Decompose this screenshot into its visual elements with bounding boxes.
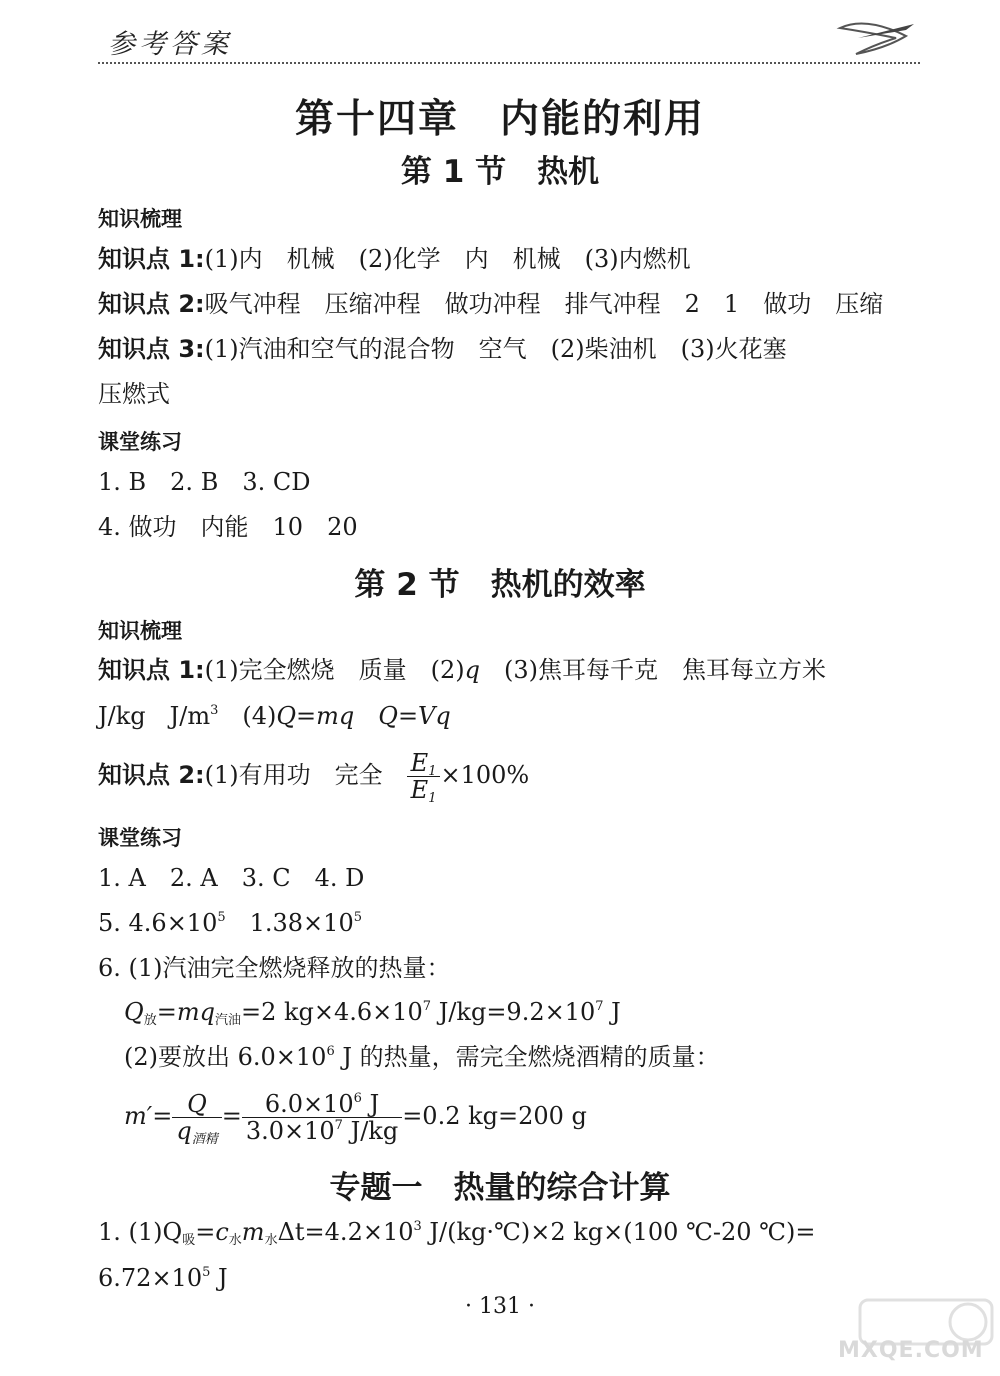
s1-k1-text: (1)内 机械 (2)化学 内 机械 (3)内燃机: [204, 245, 691, 273]
s1-k3-label: 知识点 3:: [98, 335, 205, 363]
s2-k2-label: 知识点 2:: [98, 761, 205, 789]
eq2-f2-den-a: 3.0×10: [245, 1117, 335, 1145]
s2-k2-text: (1)有用功 完全: [204, 761, 383, 789]
chapter-title: 第十四章 内能的利用: [294, 97, 705, 142]
eq2-f2-num-a: 6.0×10: [264, 1090, 354, 1118]
p5-sup1: 5: [217, 910, 226, 925]
section-1-title: 第 1 节 热机: [400, 154, 600, 190]
eq1-sup2: 7: [595, 999, 604, 1014]
eq1-q: Q: [124, 998, 144, 1026]
s2-k1-cont-b: (4): [218, 702, 277, 730]
p5-a: 5. 4.6×10: [98, 909, 218, 937]
pen-decoration-icon: [836, 8, 920, 62]
efficiency-fraction: [407, 749, 441, 806]
part2-a: (2)要放出 6.0×10: [124, 1043, 327, 1071]
section-1-practice-heading: 课堂练习: [98, 430, 182, 454]
topic-1-line-1: [98, 1216, 815, 1248]
s1-knowledge-point-1: [98, 243, 691, 275]
s2-practice-line-5: [98, 907, 362, 939]
s1-k1-label: 知识点 1:: [98, 245, 205, 273]
s2-formula-q-vq: Q=Vq: [378, 702, 451, 730]
t1-sup1: 3: [413, 1219, 422, 1234]
s2-k1-label: 知识点 1:: [98, 656, 205, 684]
s2-k1-text-b: (3)焦耳每千克 焦耳每立方米: [480, 656, 827, 684]
t1-sub1: 吸: [182, 1233, 196, 1248]
s1-knowledge-point-3: [98, 333, 787, 365]
frac-numerator: E: [410, 749, 429, 777]
s1-k2-label: 知识点 2:: [98, 290, 205, 318]
p5-b: 1.38×10: [225, 909, 354, 937]
topic-1-title: 专题一 热量的综合计算: [329, 1170, 671, 1206]
s1-practice-line-4: 4. 做功 内能 10 20: [98, 513, 358, 541]
header-rule: [98, 62, 920, 64]
eq1-mid: =mq: [156, 998, 215, 1026]
page-header: [0, 0, 1000, 70]
s2-knowledge-point-1: [98, 654, 826, 686]
eq1-a: =2 kg×4.6×10: [240, 998, 423, 1026]
eq2-f2-num-sup: 6: [353, 1091, 362, 1106]
eq1-sub1: 放: [143, 1013, 157, 1028]
frac-denominator: E: [410, 776, 429, 804]
frac-denominator-sub: 1: [428, 791, 437, 806]
t1-sub2: 水: [228, 1233, 242, 1248]
t1-d: Δt=4.2×10: [277, 1218, 414, 1246]
t1-e: J/(kg·℃)×2 kg×(100 ℃-20 ℃)=: [421, 1218, 816, 1246]
eq2-f1-num: Q: [172, 1091, 221, 1118]
section-1-knowledge-heading: 知识梳理: [98, 207, 182, 231]
s1-knowledge-point-3-cont: 压燃式: [98, 380, 170, 408]
eq1-c: J: [603, 998, 621, 1026]
eq2-f1-den: q: [176, 1117, 192, 1145]
t2-a: 6.72×10: [98, 1264, 203, 1292]
s2-practice-line-1: 1. A 2. A 3. C 4. D: [98, 864, 365, 892]
p5-sup2: 5: [353, 910, 362, 925]
s2-k1-text-a: (1)完全燃烧 质量 (2): [204, 656, 465, 684]
eq2-rhs: =0.2 kg=200 g: [402, 1102, 587, 1130]
s2-equation-1: [124, 996, 621, 1028]
s1-knowledge-point-2: [98, 288, 883, 320]
t1-b: =c: [195, 1218, 229, 1246]
part2-sup: 6: [326, 1044, 335, 1059]
s2-knowledge-point-2: [98, 745, 529, 805]
eq2-f2-den-sup: 7: [334, 1118, 343, 1133]
eq2-f2-den-b: J/kg: [342, 1117, 399, 1145]
section-2-title: 第 2 节 热机的效率: [354, 567, 646, 603]
s1-practice-line-1: 1. B 2. B 3. CD: [98, 468, 311, 496]
s1-k3-text: (1)汽油和空气的混合物 空气 (2)柴油机 (3)火花塞: [204, 335, 787, 363]
frac-numerator-sub: 1: [428, 764, 437, 779]
s2-knowledge-point-1-cont: [98, 700, 451, 732]
t1-a: 1. (1)Q: [98, 1218, 183, 1246]
eq2-f1-den-sub: 酒精: [191, 1132, 218, 1147]
part2-b: J 的热量，需完全燃烧酒精的质量：: [334, 1043, 720, 1071]
eq2-lhs: m′=: [124, 1102, 173, 1130]
s2-formula-q-mq: Q=mq: [276, 702, 355, 730]
page-number: · 131 ·: [465, 1294, 535, 1319]
s2-part-2: [124, 1041, 720, 1073]
s2-equation-2: m′= $\frac{Q}{q_{酒精}}$ = $\frac{6.0\times 10^6 J}{3.0\times 10^7 J/kg}$ =0.2 kg=200 g: [124, 1090, 587, 1147]
eq2-f2-num-b: J: [361, 1090, 380, 1118]
eq2-fraction-2: [242, 1091, 402, 1144]
t1-c: m: [241, 1218, 265, 1246]
s2-k1-cont-sup: 3: [210, 703, 219, 718]
t2-b: J: [210, 1264, 228, 1292]
s2-k1-q: q: [464, 656, 481, 684]
s2-k1-cont-a: J/kg J/m: [98, 702, 211, 730]
percent-text: ×100%: [440, 761, 530, 789]
eq1-b: J/kg=9.2×10: [431, 998, 596, 1026]
header-title: 参考答案: [108, 29, 232, 60]
t2-sup: 5: [202, 1265, 211, 1280]
s2-practice-line-6: 6. (1)汽油完全燃烧释放的热量：: [98, 954, 451, 982]
section-2-knowledge-heading: 知识梳理: [98, 619, 182, 643]
t1-sub3: 水: [264, 1233, 278, 1248]
s1-k2-text: 吸气冲程 压缩冲程 做功冲程 排气冲程 2 1 做功 压缩: [204, 290, 884, 318]
eq1-sub2: 汽油: [214, 1013, 241, 1028]
topic-1-line-2: [98, 1262, 228, 1294]
eq1-sup1: 7: [422, 999, 432, 1014]
watermark-text: MXQE.COM: [838, 1338, 984, 1363]
eq2-fraction-1: [172, 1090, 221, 1147]
section-2-practice-heading: 课堂练习: [98, 826, 182, 850]
